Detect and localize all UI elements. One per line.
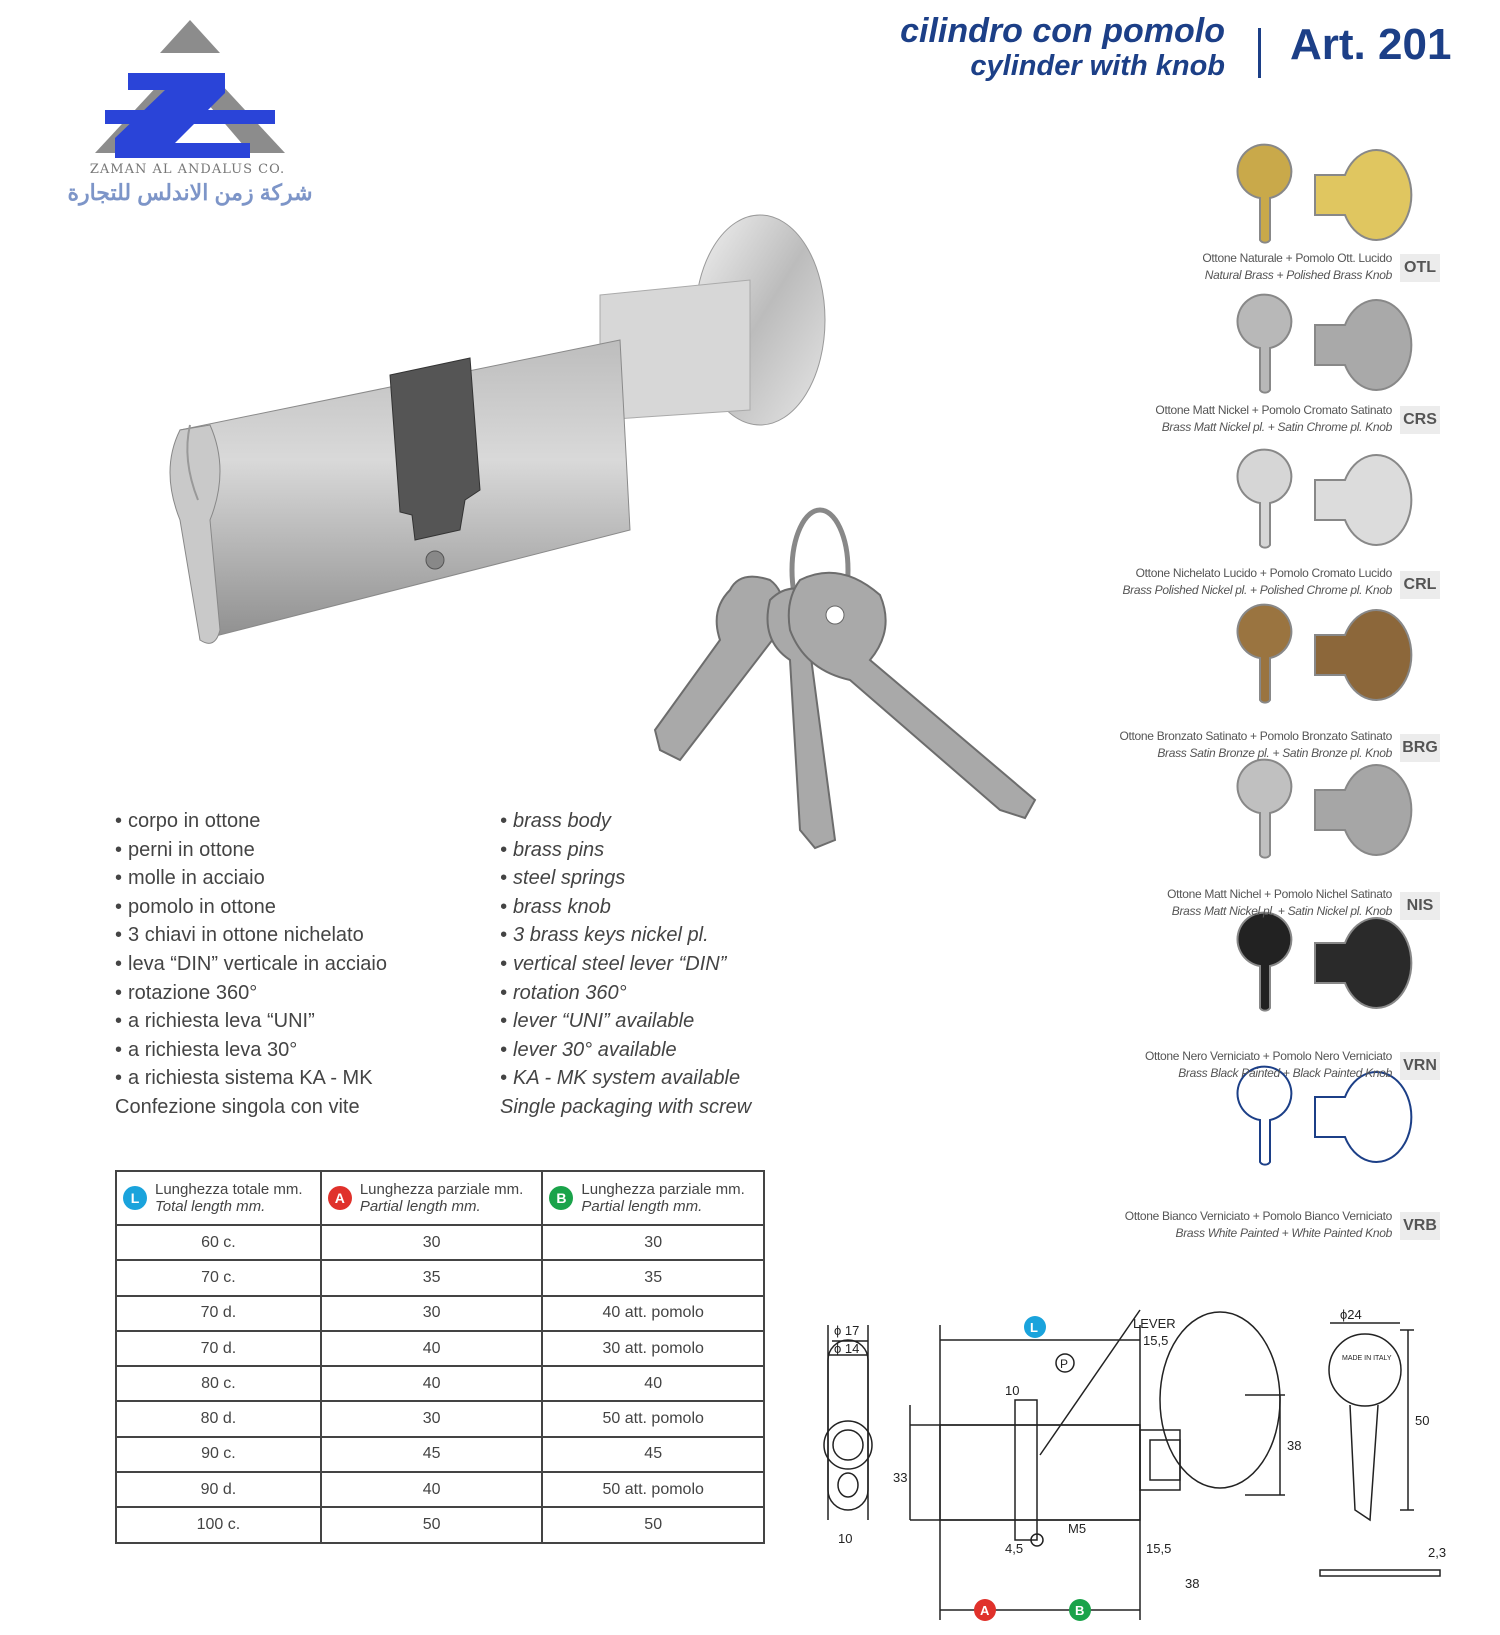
swatch-keyhole-nis [1237,760,1291,858]
feature-item: • brass body [500,810,611,832]
dim-10-top: 10 [1005,1383,1020,1398]
finish-code: OTL [1400,254,1440,282]
table-cell: 40 [321,1331,543,1366]
table-row [116,1296,764,1331]
marker-l-label: L [1030,1320,1038,1335]
badge-a-icon: A [328,1186,352,1210]
feature-item: • leva “DIN” verticale in acciaio [115,952,387,975]
dim-38-height: 38 [1287,1438,1302,1453]
swatch-keyhole-otl [1237,145,1291,243]
dim-10-bottom: 10 [838,1531,853,1546]
feature-item: • molle in acciaio [115,867,265,890]
dim-50: 50 [1415,1413,1430,1428]
feature-item: • rotazione 360° [115,981,258,1004]
feature-item: • 3 brass keys nickel pl. [500,924,709,947]
table-cell: 100 c. [116,1507,321,1542]
side-view [893,1310,1301,1621]
features-english [500,807,751,1122]
dim-2-3: 2,3 [1428,1545,1447,1560]
table-cell: 30 [321,1225,543,1260]
table-row [116,1507,764,1542]
feature-item: • 3 chiavi in ottone nichelato [115,924,364,947]
table-row [116,1260,764,1295]
header-total-length: L Lunghezza totale mm. Total length mm. [116,1171,321,1225]
technical-drawing [810,1305,1480,1630]
finish-code: VRN [1400,1052,1440,1080]
table-row [116,1401,764,1436]
logo-company-name-arabic: شركة زمن الاندلس للتجارة [67,180,313,205]
table-cell: 30 [321,1296,543,1331]
table-cell: 90 c. [116,1437,321,1472]
table-cell: 45 [321,1437,543,1472]
marker-p-label: P [1060,1357,1069,1371]
finish-code: VRB [1400,1212,1440,1240]
feature-item: • vertical steel lever “DIN” [500,952,727,975]
swatch-knob-crl [1315,455,1411,545]
badge-b-icon: B [549,1186,573,1210]
table-row [116,1331,764,1366]
dim-m5: M5 [1068,1521,1087,1536]
table-cell: 35 [542,1260,764,1295]
lever-label: LEVER [1133,1316,1176,1331]
table-cell: 50 att. pomolo [542,1401,764,1436]
finish-list [1050,130,1500,1250]
key-stamp: MADE IN ITALY [1342,1355,1392,1362]
feature-item: • lever 30° available [500,1038,677,1061]
finish-label: Ottone Naturale + Pomolo Ott. Lucido Natural Brass + Polished Brass Knob [1202,251,1392,282]
table-cell: 30 [321,1401,543,1436]
feature-item: • lever “UNI” available [500,1010,695,1033]
marker-b-label: B [1075,1603,1085,1618]
table-cell: 80 d. [116,1401,321,1436]
swatch-knob-nis [1315,765,1411,855]
swatch-keyhole-crs [1237,295,1291,393]
finish-label: Ottone Matt Nichel + Pomolo Nichel Satinato Brass Matt Nickel pl. + Satin Nickel pl. Knob [1167,887,1392,918]
swatch-knob-vrn [1315,918,1411,1008]
table-row [116,1366,764,1401]
feature-item: • brass pins [500,838,605,861]
table-row [116,1437,764,1472]
finish-code: CRL [1400,571,1440,599]
header-partial-length-a: A Lunghezza parziale mm. Partial length mm. [321,1171,543,1225]
finish-label: Ottone Bronzato Satinato + Pomolo Bronzato Satinato Brass Satin Bronze pl. + Satin Bronze pl. Knob [1119,729,1392,760]
feature-item: • corpo in ottone [115,810,261,832]
table-cell: 35 [321,1260,543,1295]
swatch-knob-vrb [1315,1072,1411,1162]
packaging-note: Confezione singola con vite [115,1095,360,1118]
table-cell: 45 [542,1437,764,1472]
features-italian [115,807,387,1122]
feature-item: • a richiesta leva “UNI” [115,1010,315,1033]
finish-label: Ottone Matt Nickel + Pomolo Cromato Satinato Brass Matt Nickel pl. + Satin Chrome pl. Knob [1155,403,1392,434]
product-title-italian: cilindro con pomolo [900,12,1225,50]
table-cell: 70 d. [116,1296,321,1331]
table-cell: 30 att. pomolo [542,1331,764,1366]
finish-code: CRS [1400,406,1440,434]
marker-a-label: A [980,1603,990,1618]
dim-15-5-top: 15,5 [1143,1333,1169,1348]
article-number: Art. 201 [1290,20,1452,69]
finish-label: Ottone Bianco Verniciato + Pomolo Bianco Verniciato Brass White Painted + White Painted Knob [1124,1209,1392,1240]
product-title-english: cylinder with knob [970,50,1225,82]
feature-item: • brass knob [500,895,611,918]
table-cell: 30 [542,1225,764,1260]
key-view [1320,1307,1446,1576]
swatch-keyhole-vrn [1237,913,1291,1011]
table-cell: 50 [321,1507,543,1542]
feature-item: • rotation 360° [500,981,627,1004]
table-cell: 40 [542,1366,764,1401]
table-header-row [116,1171,764,1225]
logo-mark [60,18,320,163]
table-cell: 50 [542,1507,764,1542]
feature-item: • perni in ottone [115,838,255,861]
dim-33: 33 [893,1470,908,1485]
length-table [115,1170,765,1544]
packaging-note: Single packaging with screw [500,1095,752,1118]
finish-swatches [1050,130,1500,1250]
table-cell: 40 [321,1472,543,1507]
dim-d24: ϕ24 [1340,1307,1362,1322]
logo-company-name: ZAMAN AL ANDALUS CO. [89,162,286,177]
feature-item: • steel springs [500,867,626,890]
finish-label: Ottone Nichelato Lucido + Pomolo Cromato Lucido Brass Polished Nickel pl. + Polished Chrome pl. Knob [1122,566,1392,597]
table-cell: 60 c. [116,1225,321,1260]
table-cell: 70 d. [116,1331,321,1366]
header-partial-length-b: B Lunghezza parziale mm. Partial length mm. [542,1171,764,1225]
swatch-keyhole-crl [1237,450,1291,548]
table-cell: 70 c. [116,1260,321,1295]
finish-label: Ottone Nero Verniciato + Pomolo Nero Verniciato Brass Black Painted + Black Painted Knob [1144,1049,1392,1080]
table-cell: 80 c. [116,1366,321,1401]
feature-item: • a richiesta sistema KA - MK [115,1067,373,1090]
dim-4-5: 4,5 [1005,1541,1024,1556]
feature-item: • pomolo in ottone [115,895,276,918]
table-cell: 90 d. [116,1472,321,1507]
swatch-knob-brg [1315,610,1411,700]
front-view [824,1323,872,1546]
finish-code: BRG [1400,734,1440,762]
finish-code: NIS [1400,892,1440,920]
title-divider [1258,28,1261,78]
table-cell: 40 att. pomolo [542,1296,764,1331]
feature-item: • a richiesta leva 30° [115,1038,298,1061]
table-row [116,1472,764,1507]
table-row [116,1225,764,1260]
dim-d17: ϕ 17 [834,1323,860,1338]
badge-l-icon: L [123,1186,147,1210]
dim-15-5-bottom: 15,5 [1146,1541,1172,1556]
dim-38-bottom: 38 [1185,1576,1200,1591]
swatch-knob-crs [1315,300,1411,390]
swatch-keyhole-brg [1237,605,1291,703]
swatch-knob-otl [1315,150,1411,240]
feature-item: • KA - MK system available [500,1067,741,1090]
dim-d14: ϕ 14 [834,1341,860,1356]
table-cell: 50 att. pomolo [542,1472,764,1507]
table-cell: 40 [321,1366,543,1401]
